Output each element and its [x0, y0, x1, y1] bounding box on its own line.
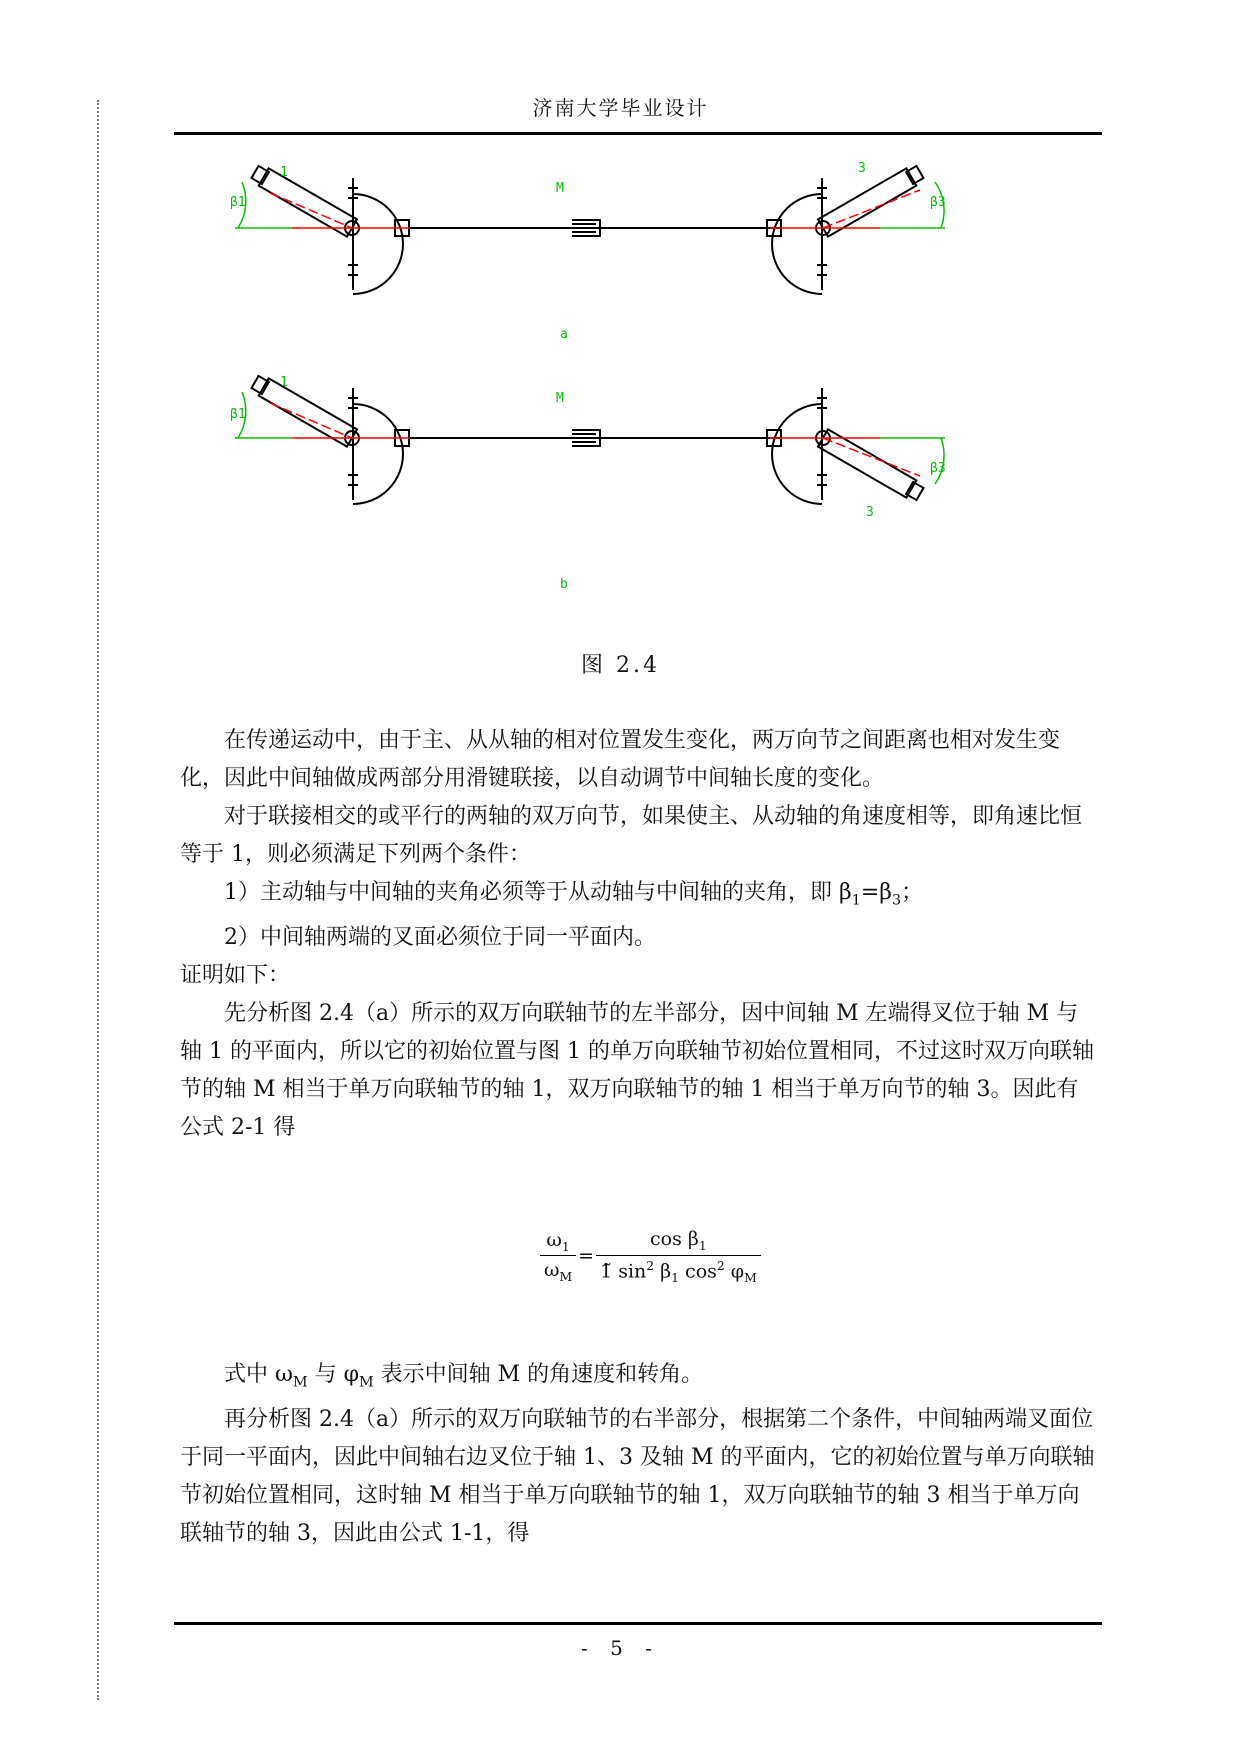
- paragraph-1: 在传递运动中，由于主、从从轴的相对位置发生变化，两万向节之间距离也相对发生变化，因此中间轴做成两部分用滑键联接，以自动调节中间轴长度的变化。: [180, 728, 1061, 791]
- lhs-num-sub: 1: [561, 1239, 570, 1254]
- binding-dotted-line: [97, 100, 99, 1700]
- condition-1-text: 1）主动轴与中间轴的夹角必须等于从动轴与中间轴的夹角，即 β: [224, 880, 852, 905]
- rhs-den-sup1: 2: [646, 1258, 655, 1273]
- rhs-num-sub: 1: [698, 1238, 707, 1253]
- page-header-title: 济南大学毕业设计: [532, 96, 709, 120]
- rhs-den-b: β: [654, 1260, 672, 1283]
- label-shaft-3-b: 3: [866, 505, 874, 520]
- label-beta1-a: β1: [230, 195, 246, 210]
- condition-2: 2）中间轴两端的叉面必须位于同一平面内。: [224, 925, 656, 951]
- label-sub-b: b: [560, 577, 568, 592]
- p7-b: 与 φ: [307, 1362, 359, 1387]
- label-middle-shaft-a: M: [556, 181, 564, 196]
- universal-joint-figure: [230, 160, 1060, 630]
- page-number: - 5 -: [581, 1636, 660, 1660]
- formula-equals: =: [578, 1245, 595, 1268]
- p7-c: 表示中间轴 M 的角速度和转角。: [373, 1362, 704, 1387]
- figure-caption: 图 2.4: [581, 653, 660, 678]
- label-beta3-a: β3: [930, 195, 946, 210]
- angle-marks-a: [235, 182, 945, 228]
- formula-rhs: [596, 1228, 761, 1285]
- formula-lhs: [540, 1229, 576, 1285]
- formula-omega-ratio: [540, 1228, 761, 1285]
- label-beta1-b: β1: [230, 407, 246, 422]
- p7-sub1: M: [292, 1374, 308, 1391]
- label-shaft-1-a: 1: [280, 165, 288, 180]
- beta-sub-1: 1: [851, 892, 861, 909]
- condition-1: [180, 874, 1100, 919]
- condition-1-eq: =β: [860, 880, 892, 905]
- paragraph-2: 对于联接相交的或平行的两轴的双万向节，如果使主、从动轴的角速度相等，即角速比恒等于 1，则必须满足下列两个条件：: [180, 804, 1083, 867]
- lhs-den-sub: M: [559, 1270, 573, 1285]
- p7-a: 式中 ω: [224, 1362, 293, 1387]
- beta-sub-3: 3: [891, 892, 902, 909]
- footer-rule: [174, 1622, 1102, 1625]
- lhs-den: ω: [544, 1259, 560, 1282]
- label-shaft-1-b: 1: [280, 375, 288, 390]
- rhs-den-sup2: 2: [716, 1258, 725, 1273]
- condition-1-end: ；: [901, 880, 924, 905]
- rhs-den-d: φ: [724, 1260, 745, 1283]
- paragraph-6: 先分析图 2.4（a）所示的双万向联轴节的左半部分，因中间轴 M 左端得叉位于轴 M 与轴 1 的平面内，所以它的初始位置与图 1 的单万向联轴节初始位置相同，不过这时双万向联轴节的轴 M 相当于单万向联轴节的轴 1，双万向联轴节的轴 1 相当于单万向节的轴 3。因此有公式 2-1 得: [180, 1001, 1094, 1141]
- rhs-num: cos β: [650, 1228, 699, 1250]
- rhs-den-sub1: 1: [671, 1270, 680, 1285]
- paragraph-7: [180, 1356, 1100, 1401]
- lhs-num: ω: [546, 1228, 562, 1251]
- proof-heading: 证明如下：: [180, 963, 291, 989]
- header-rule: [174, 132, 1102, 135]
- right-yoke-arc: [772, 194, 822, 294]
- label-beta3-b: β3: [930, 461, 946, 476]
- rhs-den-sub2: M: [744, 1270, 757, 1285]
- label-middle-shaft-b: M: [556, 391, 564, 406]
- label-sub-a: a: [560, 327, 568, 342]
- left-yoke-arc: [353, 194, 403, 294]
- label-shaft-3-a: 3: [858, 161, 866, 176]
- spline-joint-a: [572, 220, 600, 236]
- body-text: [180, 722, 1100, 1147]
- rhs-den-a: 1̃ sin: [600, 1260, 647, 1283]
- rhs-den-c: cos: [679, 1260, 717, 1283]
- body-text-after-formula: [180, 1356, 1100, 1553]
- paragraph-8: 再分析图 2.4（a）所示的双万向联轴节的右半部分，根据第二个条件，中间轴两端叉面位于同一平面内，因此中间轴右边叉位于轴 1、3 及轴 M 的平面内，它的初始位置与单万向联轴节初始位置相同，这时轴 M 相当于单万向联轴节的轴 1，双万向联轴节的轴 3 相当于单万向联轴节的轴 3，因此由公式 1-1，得: [180, 1407, 1095, 1547]
- p7-sub2: M: [358, 1374, 374, 1391]
